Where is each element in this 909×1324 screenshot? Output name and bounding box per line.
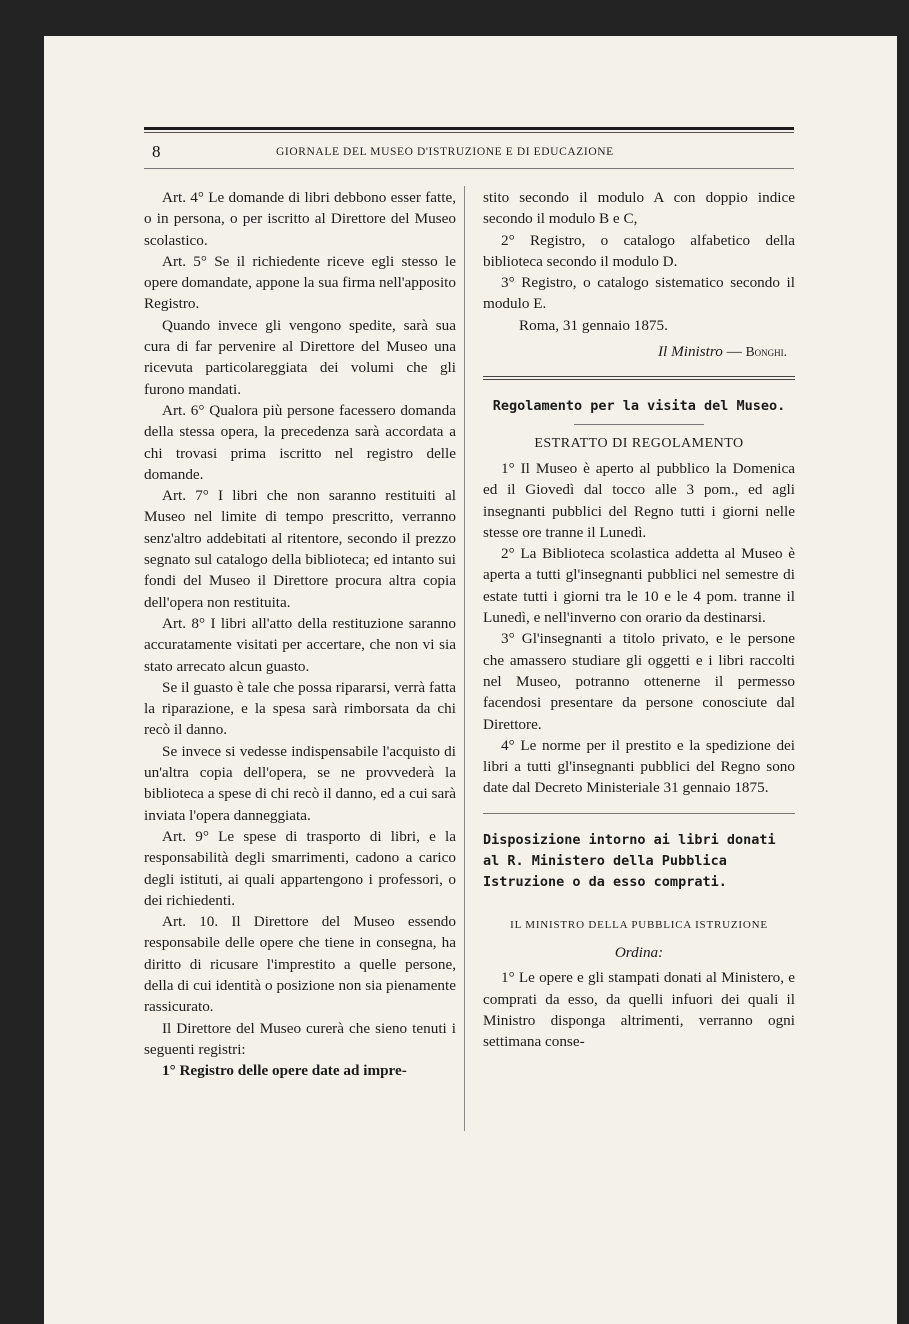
paragraph: Art. 9° Le spese di trasporto di libri, e la responsabilità degli smarrimenti, cadono a carico degli istituti, ai quali appartengono i professori, o dei richiedenti.: [144, 827, 456, 909]
column-divider: [464, 186, 465, 1131]
right-column: [483, 187, 795, 1053]
paragraph: Il Direttore del Museo curerà che sieno tenuti i seguenti registri:: [144, 1019, 456, 1058]
signature-name: Bonghi.: [745, 344, 787, 360]
paragraph: Art. 6° Qualora più persone facessero domanda della stessa opera, la precedenza sarà accordata a chi trovasi prima iscritto nel registro delle domande.: [144, 401, 456, 483]
paragraph: stito secondo il modulo A con doppio indice secondo il modulo B e C,: [483, 189, 795, 228]
header-underline: [144, 168, 794, 169]
title-rule: [574, 424, 704, 425]
signature: [483, 341, 795, 362]
running-title: GIORNALE DEL MUSEO D'ISTRUZIONE E DI EDUCAZIONE: [276, 146, 614, 158]
rule-item: 3° Gl'insegnanti a titolo privato, e le persone che amassero studiare gli oggetti e i libri raccolti nel Museo, potranno ottenerne il permesso facendosi presentare da persone conosciute dal Direttore.: [483, 630, 795, 733]
section-separator: [483, 813, 795, 814]
paragraph: Art. 7° I libri che non saranno restituiti al Museo nel limite di tempo prescritto, verranno senz'altro addebitati al ritentore, secondo il prezzo segnato sul catalogo della biblioteca; ed intanto sui fondi del Museo il Direttore procura altra copia dell'opera non restituita.: [144, 487, 456, 611]
document-page: [44, 36, 897, 1324]
section-title: Disposizione intorno ai libri donati al R. Ministero della Pubblica Istruzione o da esso comprati.: [483, 831, 776, 890]
signature-title: Il Ministro: [658, 343, 723, 361]
register-item: 3° Registro, o catalogo sistematico secondo il modulo E.: [483, 274, 795, 313]
rule-item: 4° Le norme per il prestito e la spedizione dei libri a tutti gl'insegnanti pubblici del Regno sono date dal Decreto Ministeriale 31 gennaio 1875.: [483, 736, 795, 797]
paragraph: Art. 5° Se il richiedente riceve egli stesso le opere domandate, appone la sua firma nell'apposito Registro.: [144, 252, 456, 313]
left-column: [144, 187, 456, 1081]
section-separator: [483, 376, 795, 380]
header-rule-thin: [144, 132, 794, 133]
signature-dash: —: [722, 343, 746, 361]
rule-item: 1° Le opere e gli stampati donati al Ministero, e comprati da esso, da quelli infuori dei quali il Ministro disponga altrimenti, verranno ogni settimana conse-: [483, 969, 795, 1051]
header-rule-thick: [144, 127, 794, 130]
section-subtitle: ESTRATTO DI REGOLAMENTO: [534, 435, 744, 451]
section-title: Regolamento per la visita del Museo.: [492, 398, 786, 415]
paragraph: Art. 8° I libri all'atto della restituzione saranno accuratamente visitati per accertare, che non vi sia stato arrecato alcun guasto.: [144, 614, 456, 675]
paragraph: Quando invece gli vengono spedite, sarà sua cura di far pervenire al Direttore del Museo una ricevuta particolareggiata dei volumi che gli furono mandati.: [144, 316, 456, 398]
paragraph: Art. 4° Le domande di libri debbono esser fatte, o in persona, o per iscritto al Direttore del Museo scolastico.: [144, 189, 456, 249]
authority-line: IL MINISTRO DELLA PUBBLICA ISTRUZIONE: [510, 918, 768, 931]
rule-item: 1° Il Museo è aperto al pubblico la Domenica ed il Giovedì dal tocco alle 3 pom., ed agli insegnanti pubblici del Regno tutti i giorni nelle stesse ore tranne il Lunedì.: [483, 459, 795, 541]
page-number: 8: [152, 142, 161, 161]
paragraph: Art. 10. Il Direttore del Museo essendo responsabile delle opere che tiene in consegna, ha diritto di ricusare l'imprestito a quelle persone, della di cui identità o posizione non sia pienamente rassicurato.: [144, 913, 456, 1016]
register-item: 2° Registro, o catalogo alfabetico della biblioteca secondo il modulo D.: [483, 231, 795, 270]
paragraph: Se invece si vedesse indispensabile l'acquisto di un'altra copia dell'opera, se ne provvederà la biblioteca a spese di chi recò il danno, ed a cui sarà inviata l'opera danneggiata.: [144, 742, 456, 824]
rule-item: 2° La Biblioteca scolastica addetta al Museo è aperta a tutti gl'insegnanti pubblici nel semestre di estate tutti i giorni tra le 10 e le 4 pom. tranne il Lunedì, e nell'inverno con orario da destinarsi.: [483, 545, 795, 627]
date-line: Roma, 31 gennaio 1875.: [519, 316, 668, 334]
register-item: 1° Registro delle opere date ad impre-: [162, 1062, 407, 1080]
paragraph: Se il guasto è tale che possa ripararsi, verrà fatta la riparazione, e la spesa sarà rimborsata da chi recò il danno.: [144, 678, 456, 739]
ordina-label: Ordina:: [614, 944, 664, 962]
